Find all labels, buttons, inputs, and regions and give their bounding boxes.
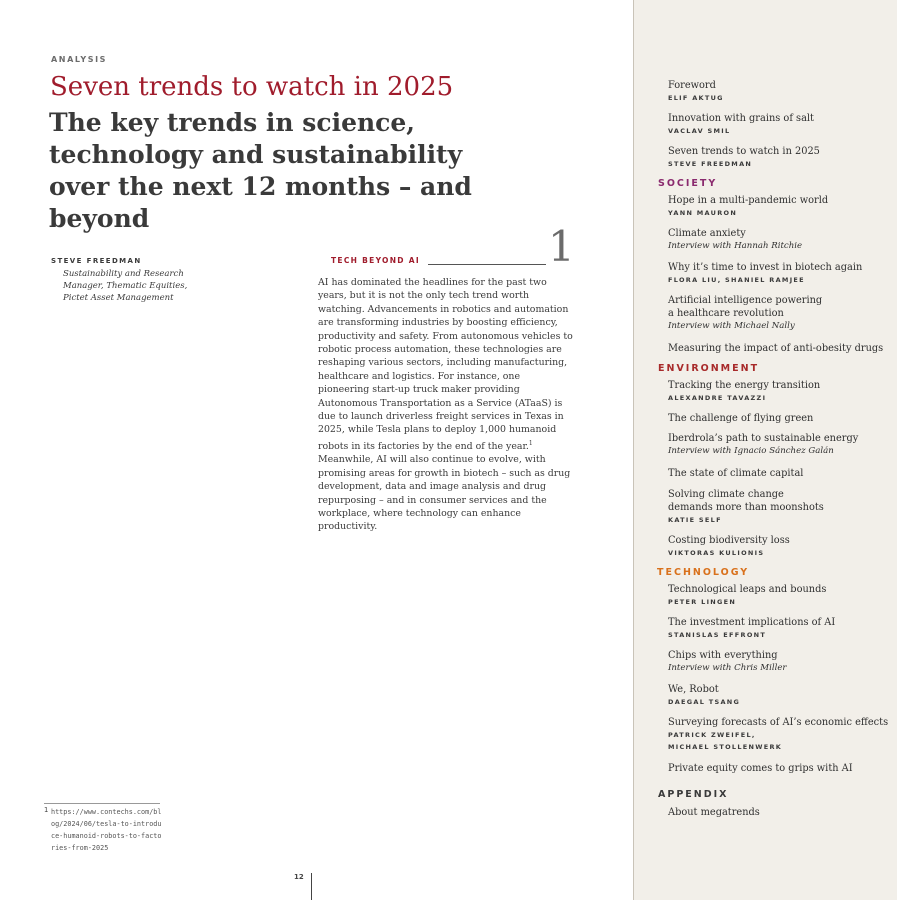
toc-item-title: Measuring the impact of anti-obesity drugs — [668, 343, 884, 354]
toc-item-author: FLORA LIU, SHANIEL RAMJEE — [668, 276, 805, 284]
toc-item-multi-pandemic[interactable] — [668, 194, 828, 219]
toc-item-author: DAEGAL TSANG — [668, 698, 741, 706]
author-name: STEVE FREEDMAN — [51, 257, 142, 265]
toc-item-flying-green[interactable] — [668, 412, 813, 425]
toc-item-ai-healthcare[interactable] — [668, 294, 822, 333]
toc-item-title: Why it’s time to invest in biotech again — [668, 262, 863, 273]
toc-item-author: PATRICK ZWEIFEL, — [668, 731, 756, 739]
toc-item-author: VIKTORAS KULIONIS — [668, 549, 765, 557]
toc-item-private-equity[interactable] — [668, 762, 853, 775]
toc-item-title: The challenge of flying green — [668, 413, 814, 424]
trend-section-label: TECH BEYOND AI — [331, 256, 420, 265]
toc-item-title: Climate anxiety — [668, 228, 746, 239]
toc-item-climate-anxiety[interactable] — [668, 227, 802, 253]
toc-item-author-line2: MICHAEL STOLLENWERK — [668, 743, 783, 751]
toc-item-chips[interactable] — [668, 649, 787, 675]
toc-item-title: Hope in a multi-pandemic world — [668, 195, 829, 206]
footnote-ref[interactable]: 1 — [528, 439, 533, 447]
toc-item-title-line2: a healthcare revolution — [668, 308, 784, 319]
toc-item-subtitle: Interview with Ignacio Sánchez Galán — [668, 446, 834, 456]
trend-section-number: 1 — [548, 222, 575, 271]
toc-item-author: STANISLAS EFFRONT — [668, 631, 767, 639]
body-text-part-2: Meanwhile, AI will also continue to evolve, with promising areas for growth in biotech – such as drug development, data and image analysis and drug repurposing – and in consumer services and the workplace, where technology can enhance productivity. — [318, 454, 571, 533]
article-subtitle: The key trends in science, technology and sustainability over the next 12 months – and beyond — [49, 108, 472, 233]
author-role: Sustainability and Research Manager, Thematic Equities, Pictet Asset Management — [63, 269, 188, 303]
toc-item-author: ALEXANDRE TAVAZZI — [668, 394, 767, 402]
toc-item-author: KATIE SELF — [668, 516, 722, 524]
toc-item-biotech[interactable] — [668, 261, 862, 286]
toc-item-title: Technological leaps and bounds — [668, 584, 827, 595]
toc-item-title: Tracking the energy transition — [668, 380, 821, 391]
toc-item-author: STEVE FREEDMAN — [668, 160, 753, 168]
page-number: 12 — [294, 873, 304, 881]
toc-item-innovation[interactable] — [668, 112, 814, 137]
toc-item-title: Artificial intelligence powering — [668, 295, 823, 306]
toc-item-title: Innovation with grains of salt — [668, 113, 814, 124]
toc-item-title: Iberdrola’s path to sustainable energy — [668, 433, 859, 444]
page-number-rule — [311, 873, 312, 900]
toc-item-title: We, Robot — [668, 684, 719, 695]
toc-item-about-megatrends[interactable] — [668, 806, 760, 819]
toc-item-subtitle: Interview with Hannah Ritchie — [668, 241, 803, 251]
toc-item-iberdrola[interactable] — [668, 432, 858, 458]
footnote-link[interactable]: https://www.contechs.com/blog/2024/06/tesla-to-introduce-humanoid-robots-to-factories-from-2025 — [51, 808, 162, 852]
toc-item-seven-trends[interactable] — [668, 145, 820, 170]
toc-heading-appendix: APPENDIX — [658, 789, 729, 800]
toc-item-title: About megatrends — [668, 807, 760, 818]
toc-item-author: ELIF AKTUG — [668, 94, 724, 102]
toc-heading-technology: TECHNOLOGY — [657, 567, 750, 578]
body-text-part-1: AI has dominated the headlines for the past two years, but it is not the only tech trend worth watching. Advancements in robotics and automation are transforming industries by boosting efficiency, productivity and safety. From autonomous vehicles to robotic process automation, these technologies are reshaping various sectors, including manufacturing, healthcare and logistics. For instance, one pioneering start-up truck maker providing Autonomous Transportation as a Service (ATaaS) is due to launch driverless freight services in Texas in 2025, while Tesla plans to deploy 1,000 humanoid robots in its factories by the end of the year. — [318, 277, 573, 452]
toc-item-title: Chips with everything — [668, 650, 778, 661]
toc-item-author: YANN MAURON — [668, 209, 738, 217]
trend-section-rule — [428, 264, 546, 265]
toc-heading-society: SOCIETY — [658, 178, 718, 189]
toc-item-subtitle: Interview with Chris Miller — [668, 663, 787, 673]
footnote-number: 1 — [44, 806, 49, 814]
toc-item-climate-change[interactable] — [668, 488, 824, 526]
toc-item-author: PETER LINGEN — [668, 598, 737, 606]
toc-item-tech-leaps[interactable] — [668, 583, 826, 608]
toc-item-title-line2: demands more than moonshots — [668, 502, 824, 513]
toc-item-title: Costing biodiversity loss — [668, 535, 790, 546]
body-paragraph — [318, 276, 574, 534]
toc-item-economic-effects[interactable] — [668, 716, 888, 753]
section-kicker: ANALYSIS — [51, 55, 108, 64]
toc-item-biodiversity[interactable] — [668, 534, 790, 559]
toc-item-climate-capital[interactable] — [668, 467, 803, 480]
footnote-rule — [44, 803, 160, 804]
toc-item-title: The investment implications of AI — [668, 617, 836, 628]
toc-item-title: Seven trends to watch in 2025 — [668, 146, 820, 157]
toc-item-title: Surveying forecasts of AI’s economic effects — [668, 717, 889, 728]
toc-item-author: VACLAV SMIL — [668, 127, 731, 135]
toc-item-foreword[interactable] — [668, 79, 724, 104]
toc-item-title: Solving climate change — [668, 489, 784, 500]
toc-item-we-robot[interactable] — [668, 683, 740, 708]
toc-item-anti-obesity[interactable] — [668, 342, 883, 355]
toc-item-title: Foreword — [668, 80, 716, 91]
toc-item-energy-transition[interactable] — [668, 379, 820, 404]
toc-item-ai-investment[interactable] — [668, 616, 835, 641]
toc-item-title: The state of climate capital — [668, 468, 804, 479]
toc-heading-environment: ENVIRONMENT — [658, 363, 760, 374]
toc-item-title: Private equity comes to grips with AI — [668, 763, 853, 774]
toc-item-subtitle: Interview with Michael Nally — [668, 321, 795, 331]
article-title: Seven trends to watch in 2025 — [50, 72, 454, 102]
